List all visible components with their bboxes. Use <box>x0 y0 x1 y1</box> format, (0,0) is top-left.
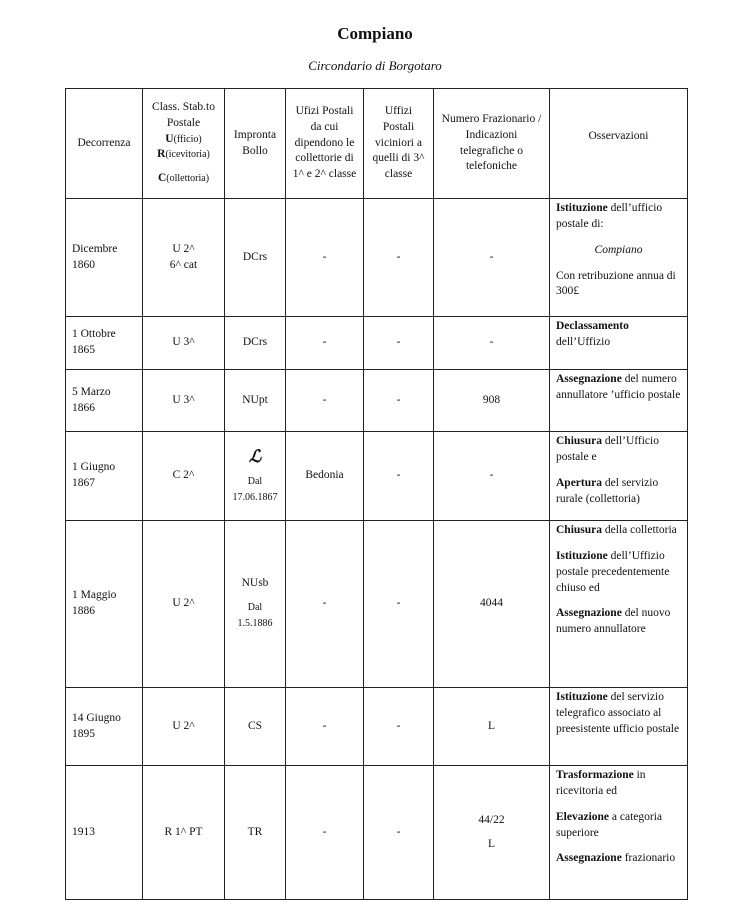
cell-numero-frazionario: 4044 <box>434 521 550 688</box>
table-row <box>66 370 688 432</box>
bollo-type: NUsb <box>241 577 269 590</box>
cell-uffizi-viciniori: - <box>364 521 434 688</box>
obs-keyword: Chiusura <box>556 524 603 536</box>
header-class-u: U <box>165 132 174 145</box>
table-row <box>66 766 688 900</box>
obs-office-name: Compiano <box>594 243 643 256</box>
obs-text: dell’ufficio postale di: <box>556 202 663 230</box>
cell-impronta-bollo: DCrs <box>225 317 286 370</box>
header-ufizi-postali: Ufizi Postali da cui dipendono le collettorie di 1^ e 2^ classe <box>286 89 364 199</box>
table-row <box>66 521 688 688</box>
obs-text: dell’Uffizio <box>556 335 611 348</box>
page-title: Compiano <box>337 24 413 43</box>
obs-keyword: Istituzione <box>556 691 608 703</box>
header-class-r-rest: (icevitoria) <box>165 149 210 161</box>
bollo-dal: Dal <box>247 475 263 487</box>
obs-text: a categoria superiore <box>556 810 663 839</box>
cell-classificazione: R 1^ PT <box>143 766 225 900</box>
cell-uffizi-viciniori: - <box>364 199 434 317</box>
cell-impronta-bollo: CS <box>225 688 286 766</box>
cell-decorrenza: 1 Ottobre 1865 <box>66 317 143 370</box>
cell-decorrenza: 5 Marzo 1866 <box>66 370 143 432</box>
header-class-u-rest: (fficio) <box>173 133 202 145</box>
header-class-c: C <box>157 172 167 185</box>
class-category: 6^ cat <box>169 258 198 271</box>
cell-osservazioni <box>550 432 688 521</box>
cell-impronta-bollo <box>225 432 286 521</box>
cell-osservazioni <box>550 688 688 766</box>
cell-osservazioni <box>550 766 688 900</box>
obs-keyword: Apertura <box>556 476 602 489</box>
header-class-c-rest: (ollettoria) <box>166 173 210 185</box>
history-table <box>65 88 688 900</box>
class-value: U 2^ <box>172 242 195 255</box>
cell-uffizi-viciniori: - <box>364 370 434 432</box>
table-row <box>66 199 688 317</box>
header-class-r: R <box>157 148 166 161</box>
cell-ufizi-postali: - <box>286 317 364 370</box>
cell-classificazione <box>143 199 225 317</box>
obs-keyword: Istituzione <box>556 202 608 214</box>
cell-ufizi-postali: Bedonia <box>286 432 364 521</box>
obs-text: della collettoria <box>602 524 677 536</box>
cell-uffizi-viciniori: - <box>364 688 434 766</box>
header-class-line2: Postale <box>166 116 201 129</box>
header-impronta-bollo: Impronta Bollo <box>225 89 286 199</box>
obs-keyword: Trasformazione <box>556 769 634 781</box>
header-decorrenza: Decorrenza <box>66 89 143 199</box>
obs-keyword: Chiusura <box>556 435 603 447</box>
obs-text: frazionario <box>621 852 676 865</box>
cell-ufizi-postali: - <box>286 688 364 766</box>
cell-numero-frazionario: - <box>434 199 550 317</box>
bollo-date: 1.5.1886 <box>237 617 273 629</box>
table-row <box>66 432 688 521</box>
header-row <box>66 89 688 199</box>
table-row <box>66 317 688 370</box>
cell-classificazione: C 2^ <box>143 432 225 521</box>
cell-ufizi-postali: - <box>286 199 364 317</box>
cell-numero-frazionario: L <box>434 688 550 766</box>
bollo-date: 17.06.1867 <box>232 491 278 503</box>
cell-decorrenza: 1 Giugno 1867 <box>66 432 143 521</box>
cell-classificazione: U 2^ <box>143 521 225 688</box>
header-uffizi-viciniori: Uffizi Postali viciniori a quelli di 3^ classe <box>364 89 434 199</box>
bollo-dal: Dal <box>247 602 263 614</box>
cell-osservazioni <box>550 199 688 317</box>
obs-keyword: Istituzione <box>556 549 608 562</box>
obs-keyword: Declassamento <box>556 320 629 332</box>
obs-text: in ricevitoria ed <box>556 769 646 797</box>
cell-numero-frazionario: - <box>434 432 550 521</box>
cell-impronta-bollo: TR <box>225 766 286 900</box>
cell-decorrenza: 1 Maggio 1886 <box>66 521 143 688</box>
cell-decorrenza: 14 Giugno 1895 <box>66 688 143 766</box>
page-subtitle: Circondario di Borgotaro <box>308 58 442 73</box>
indicazione-telegrafica: L <box>487 837 496 850</box>
cell-numero-frazionario: - <box>434 317 550 370</box>
table-row <box>66 688 688 766</box>
cell-uffizi-viciniori: - <box>364 766 434 900</box>
postmark-symbol: ℒ <box>248 447 262 468</box>
cell-ufizi-postali: - <box>286 766 364 900</box>
header-classificazione <box>143 89 225 199</box>
header-osservazioni: Osservazioni <box>550 89 688 199</box>
obs-keyword: Assegnazione <box>556 607 622 620</box>
cell-ufizi-postali: - <box>286 370 364 432</box>
cell-numero-frazionario <box>434 766 550 900</box>
cell-decorrenza: 1913 <box>66 766 143 900</box>
cell-classificazione: U 3^ <box>143 370 225 432</box>
cell-impronta-bollo <box>225 521 286 688</box>
obs-text: Con retribuzione annua di 300£ <box>556 269 676 298</box>
obs-text: dell’Ufficio postale e <box>556 435 659 463</box>
header-class-line1: Class. Stab.to <box>152 100 215 113</box>
cell-impronta-bollo: DCrs <box>225 199 286 317</box>
cell-osservazioni <box>550 521 688 688</box>
cell-classificazione: U 2^ <box>143 688 225 766</box>
cell-classificazione: U 3^ <box>143 317 225 370</box>
obs-text: del servizio rurale (collettoria) <box>556 476 659 505</box>
cell-ufizi-postali: - <box>286 521 364 688</box>
header-numero-frazionario: Numero Frazionario / Indicazioni telegrafiche o telefoniche <box>434 89 550 199</box>
obs-keyword: Assegnazione <box>556 852 622 865</box>
cell-uffizi-viciniori: - <box>364 432 434 521</box>
obs-text: del nuovo numero annullatore <box>556 607 671 636</box>
cell-osservazioni <box>550 370 688 432</box>
obs-text: del numero annullatore ’ufficio postale <box>556 373 681 401</box>
numero-frazionario: 44/22 <box>478 813 505 826</box>
obs-text: del servizio telegrafico associato al preesistente ufficio postale <box>556 691 680 735</box>
cell-osservazioni <box>550 317 688 370</box>
obs-text: dell’Uffizio postale precedentemente chiuso ed <box>556 549 670 594</box>
obs-keyword: Elevazione <box>556 810 610 823</box>
obs-keyword: Assegnazione <box>556 373 622 385</box>
cell-numero-frazionario: 908 <box>434 370 550 432</box>
cell-decorrenza: Dicembre 1860 <box>66 199 143 317</box>
cell-impronta-bollo: NUpt <box>225 370 286 432</box>
cell-uffizi-viciniori: - <box>364 317 434 370</box>
